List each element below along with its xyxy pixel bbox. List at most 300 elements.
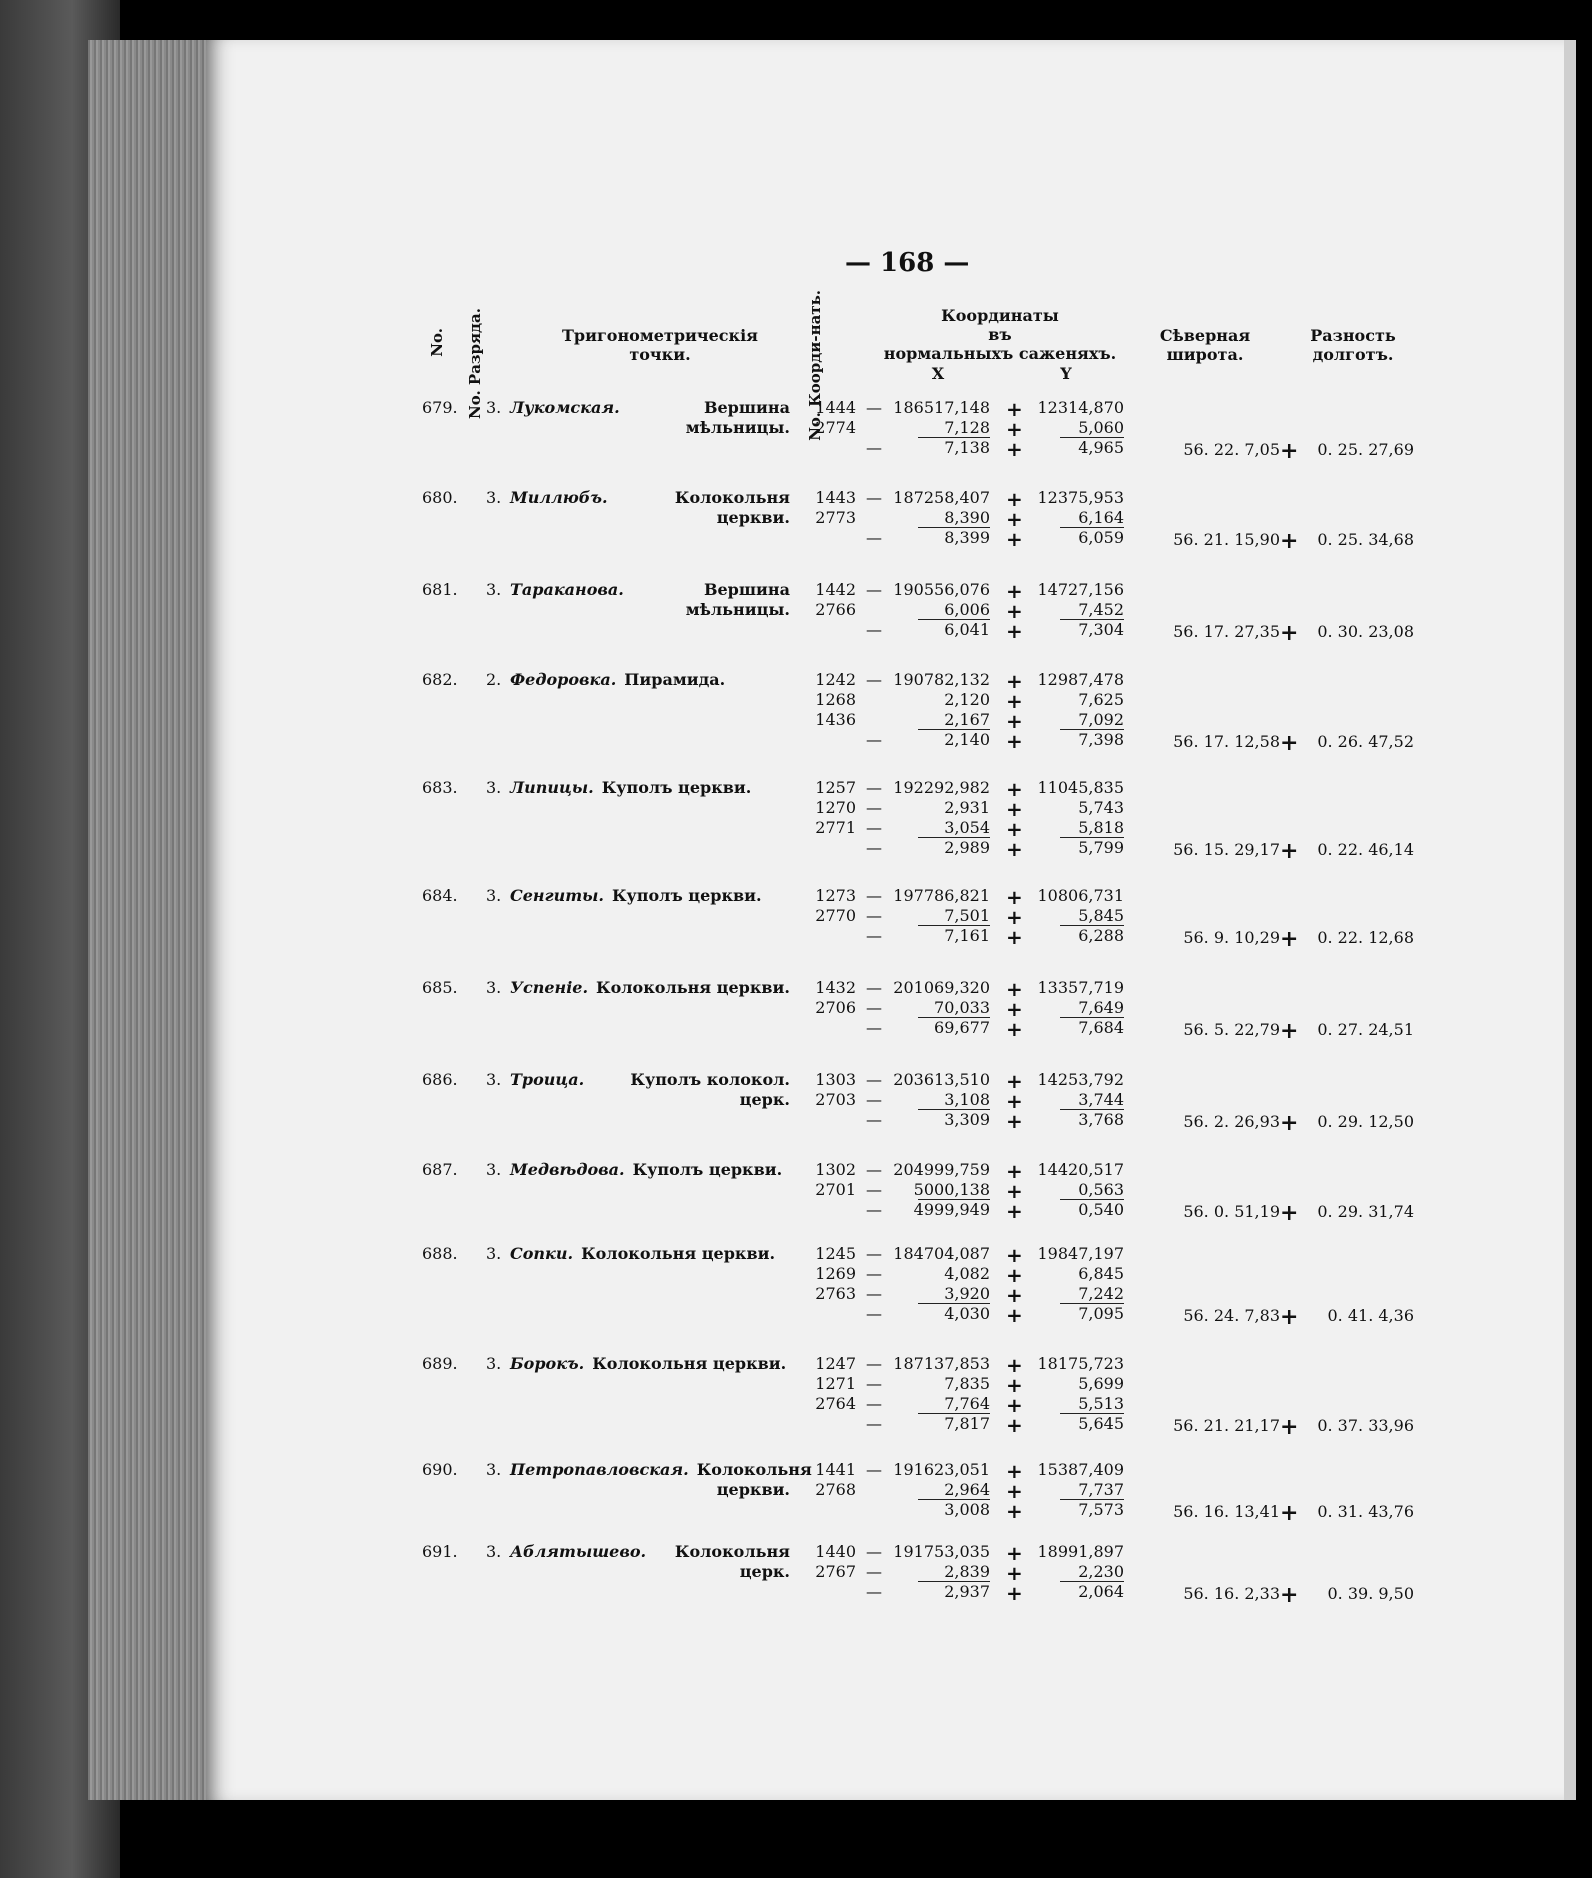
- y-value: 5,845: [1078, 906, 1124, 925]
- x-sign: —: [866, 528, 882, 547]
- entry-coord-id: 1269: [815, 1264, 856, 1283]
- entry-name: Аблятышево.: [510, 1542, 647, 1561]
- x-sum-rule: [918, 527, 990, 528]
- lon-sign: +: [1280, 1304, 1299, 1330]
- x-sign: —: [866, 798, 882, 817]
- x-value: 2,937: [944, 1582, 990, 1601]
- entry-no: 681.: [422, 580, 458, 599]
- entry-coord-id: 1441: [815, 1460, 856, 1479]
- entry-description: Колокольня церкви.: [581, 1244, 776, 1263]
- entry-longitude: 0. 39. 9,50: [1327, 1584, 1414, 1603]
- y-value: 5,799: [1078, 838, 1124, 857]
- y-value: 12987,478: [1037, 670, 1124, 689]
- entry-name: Петропавловская.: [510, 1460, 689, 1479]
- entry-latitude: 56. 22. 7,05: [1183, 440, 1280, 459]
- x-value: 8,390: [944, 508, 990, 527]
- x-sign: —: [866, 778, 882, 797]
- entry-coord-id: 2770: [815, 906, 856, 925]
- entry-longitude: 0. 25. 34,68: [1317, 530, 1414, 549]
- x-value: 3,309: [944, 1110, 990, 1129]
- x-sum-rule: [918, 837, 990, 838]
- entry-category: 2.: [486, 670, 502, 689]
- x-sign: —: [866, 886, 882, 905]
- entry-longitude: 0. 22. 12,68: [1317, 928, 1414, 947]
- header-coords-line2: въ: [988, 325, 1012, 344]
- entry-coord-id: 1432: [815, 978, 856, 997]
- entry-category: 3.: [486, 1460, 502, 1479]
- y-value: 7,092: [1078, 710, 1124, 729]
- x-sign: —: [866, 580, 882, 599]
- entry-category: 3.: [486, 778, 502, 797]
- x-sign: —: [866, 1304, 882, 1323]
- y-sign: +: [1006, 437, 1023, 461]
- y-value: 5,699: [1078, 1374, 1124, 1393]
- lon-sign: +: [1280, 1018, 1299, 1044]
- y-sign: +: [1006, 729, 1023, 753]
- y-sign: +: [1006, 777, 1023, 801]
- x-value: 6,041: [944, 620, 990, 639]
- y-value: 18991,897: [1037, 1542, 1124, 1561]
- y-value: 5,818: [1078, 818, 1124, 837]
- header-trig-points: [560, 326, 760, 364]
- x-sign: —: [866, 998, 882, 1017]
- y-sum-rule: [1060, 925, 1124, 926]
- y-sign: +: [1006, 709, 1023, 733]
- x-sign: —: [866, 1394, 882, 1413]
- entry-coord-id: 1245: [815, 1244, 856, 1263]
- entry-latitude: 56. 17. 12,58: [1173, 732, 1280, 751]
- y-value: 7,649: [1078, 998, 1124, 1017]
- header-lat-line1: Сѣверная: [1159, 326, 1251, 345]
- y-value: 3,744: [1078, 1090, 1124, 1109]
- entry-category: 3.: [486, 1542, 502, 1561]
- page-stack-edge: [88, 40, 206, 1800]
- y-value: 6,288: [1078, 926, 1124, 945]
- x-value: 2,839: [944, 1562, 990, 1581]
- y-sign: +: [1006, 1069, 1023, 1093]
- y-sign: +: [1006, 1017, 1023, 1041]
- lon-sign: +: [1280, 620, 1299, 646]
- y-value: 7,304: [1078, 620, 1124, 639]
- x-sign: —: [866, 1110, 882, 1129]
- y-sign: +: [1006, 579, 1023, 603]
- x-sign: —: [866, 1180, 882, 1199]
- entry-coord-id: 1443: [815, 488, 856, 507]
- x-sign: —: [866, 978, 882, 997]
- x-value: 201069,320: [893, 978, 990, 997]
- x-sign: —: [866, 1582, 882, 1601]
- entry-no: 683.: [422, 778, 458, 797]
- entry-no: 679.: [422, 398, 458, 417]
- lon-sign: +: [1280, 730, 1299, 756]
- y-value: 5,645: [1078, 1414, 1124, 1433]
- y-sign: +: [1006, 689, 1023, 713]
- entry-latitude: 56. 9. 10,29: [1183, 928, 1280, 947]
- y-value: 7,398: [1078, 730, 1124, 749]
- header-trig-line1: Тригонометрическія: [562, 326, 758, 345]
- entry-category: 3.: [486, 1070, 502, 1089]
- entry-latitude: 56. 17. 27,35: [1173, 622, 1280, 641]
- x-value: 187258,407: [893, 488, 990, 507]
- y-value: 19847,197: [1037, 1244, 1124, 1263]
- x-sign: —: [866, 1090, 882, 1109]
- y-value: 6,164: [1078, 508, 1124, 527]
- header-lat: [1150, 326, 1260, 364]
- y-value: 2,230: [1078, 1562, 1124, 1581]
- entry-name: Лукомская.: [510, 398, 620, 417]
- entry-coord-id: 2763: [815, 1284, 856, 1303]
- x-value: 192292,982: [893, 778, 990, 797]
- x-sum-rule: [918, 1499, 990, 1500]
- x-value: 7,138: [944, 438, 990, 457]
- y-sign: +: [1006, 1089, 1023, 1113]
- entry-name: Тараканова.: [510, 580, 624, 599]
- x-value: 5000,138: [913, 1180, 990, 1199]
- x-value: 69,677: [934, 1018, 990, 1037]
- y-value: 7,737: [1078, 1480, 1124, 1499]
- x-sign: —: [866, 1070, 882, 1089]
- entry-no: 690.: [422, 1460, 458, 1479]
- y-sum-rule: [1060, 1199, 1124, 1200]
- entry-longitude: 0. 26. 47,52: [1317, 732, 1414, 751]
- entry-name: Троица.: [510, 1070, 585, 1089]
- x-value: 4999,949: [913, 1200, 990, 1219]
- entry-coord-id: 2764: [815, 1394, 856, 1413]
- x-value: 7,835: [944, 1374, 990, 1393]
- entry-latitude: 56. 16. 13,41: [1173, 1502, 1280, 1521]
- x-sum-rule: [918, 729, 990, 730]
- x-value: 7,161: [944, 926, 990, 945]
- y-sign: +: [1006, 507, 1023, 531]
- y-value: 7,095: [1078, 1304, 1124, 1323]
- header-no-razryada: No. Разряда.: [466, 308, 484, 419]
- x-sign: —: [866, 1200, 882, 1219]
- entry-description: Куполъ колокол. церк.: [630, 1070, 790, 1109]
- x-sum-rule: [918, 1199, 990, 1200]
- y-sign: +: [1006, 1109, 1023, 1133]
- entry-name: Сенгиты.: [510, 886, 604, 905]
- header-x: X: [931, 364, 945, 383]
- entry-coord-id: 2706: [815, 998, 856, 1017]
- y-value: 14727,156: [1037, 580, 1124, 599]
- entry-no: 680.: [422, 488, 458, 507]
- y-value: 14253,792: [1037, 1070, 1124, 1089]
- y-value: 5,743: [1078, 798, 1124, 817]
- y-value: 15387,409: [1037, 1460, 1124, 1479]
- x-sum-rule: [918, 925, 990, 926]
- x-value: 3,920: [944, 1284, 990, 1303]
- entry-category: 3.: [486, 886, 502, 905]
- entry-coord-id: 1436: [815, 710, 856, 729]
- y-sign: +: [1006, 619, 1023, 643]
- entry-latitude: 56. 5. 22,79: [1183, 1020, 1280, 1039]
- x-value: 2,989: [944, 838, 990, 857]
- x-value: 203613,510: [893, 1070, 990, 1089]
- x-sum-rule: [918, 1581, 990, 1582]
- x-sum-rule: [918, 1017, 990, 1018]
- lon-sign: +: [1280, 926, 1299, 952]
- lon-sign: +: [1280, 528, 1299, 554]
- x-sign: —: [866, 488, 882, 507]
- y-sign: +: [1006, 885, 1023, 909]
- entry-no: 684.: [422, 886, 458, 905]
- entry-latitude: 56. 2. 26,93: [1183, 1112, 1280, 1131]
- y-sign: +: [1006, 1413, 1023, 1437]
- y-sum-rule: [1060, 729, 1124, 730]
- entry-description: Колокольня церкви.: [696, 1460, 812, 1499]
- x-value: 190556,076: [893, 580, 990, 599]
- entry-description: Колокольня церкви.: [674, 488, 790, 527]
- y-value: 13357,719: [1037, 978, 1124, 997]
- entry-longitude: 0. 27. 24,51: [1317, 1020, 1414, 1039]
- x-sum-rule: [918, 619, 990, 620]
- header-no-coords: No. Коорди-нать.: [806, 290, 824, 441]
- x-value: 3,054: [944, 818, 990, 837]
- entry-coord-id: 1271: [815, 1374, 856, 1393]
- entry-longitude: 0. 41. 4,36: [1327, 1306, 1414, 1325]
- y-sum-rule: [1060, 1303, 1124, 1304]
- page-right-edge: [1564, 40, 1576, 1800]
- y-sign: +: [1006, 797, 1023, 821]
- entry-longitude: 0. 37. 33,96: [1317, 1416, 1414, 1435]
- entry-longitude: 0. 31. 43,76: [1317, 1502, 1414, 1521]
- y-sign: +: [1006, 487, 1023, 511]
- lon-sign: +: [1280, 1500, 1299, 1526]
- x-sum-rule: [918, 1303, 990, 1304]
- y-sign: +: [1006, 1561, 1023, 1585]
- entry-no: 685.: [422, 978, 458, 997]
- entry-latitude: 56. 15. 29,17: [1173, 840, 1280, 859]
- x-value: 187137,853: [893, 1354, 990, 1373]
- x-value: 186517,148: [893, 398, 990, 417]
- entry-category: 3.: [486, 1244, 502, 1263]
- x-sign: —: [866, 818, 882, 837]
- header-y: Y: [1060, 364, 1072, 383]
- entry-no: 686.: [422, 1070, 458, 1089]
- y-sign: +: [1006, 1199, 1023, 1223]
- header-lat-line2: широта.: [1166, 345, 1244, 364]
- x-value: 2,964: [944, 1480, 990, 1499]
- x-sign: —: [866, 670, 882, 689]
- entry-description: Вершина мѣльницы.: [685, 580, 790, 619]
- y-sum-rule: [1060, 1017, 1124, 1018]
- header-lon-line1: Разность: [1310, 326, 1396, 345]
- entry-category: 3.: [486, 488, 502, 507]
- x-value: 190782,132: [893, 670, 990, 689]
- x-value: 2,120: [944, 690, 990, 709]
- entry-coord-id: 2766: [815, 600, 856, 619]
- x-sign: —: [866, 838, 882, 857]
- entry-no: 682.: [422, 670, 458, 689]
- x-value: 3,108: [944, 1090, 990, 1109]
- y-value: 2,064: [1078, 1582, 1124, 1601]
- entry-coord-id: 1303: [815, 1070, 856, 1089]
- entry-coord-id: 1268: [815, 690, 856, 709]
- lon-sign: +: [1280, 438, 1299, 464]
- entry-longitude: 0. 29. 12,50: [1317, 1112, 1414, 1131]
- y-sign: +: [1006, 1243, 1023, 1267]
- x-sign: —: [866, 620, 882, 639]
- x-sum-rule: [918, 1413, 990, 1414]
- x-value: 7,764: [944, 1394, 990, 1413]
- entry-category: 3.: [486, 580, 502, 599]
- y-sign: +: [1006, 1283, 1023, 1307]
- y-sign: +: [1006, 997, 1023, 1021]
- y-sign: +: [1006, 905, 1023, 929]
- entry-no: 687.: [422, 1160, 458, 1179]
- x-value: 70,033: [934, 998, 990, 1017]
- y-sign: +: [1006, 925, 1023, 949]
- entry-name: Сопки.: [510, 1244, 574, 1263]
- y-sign: +: [1006, 397, 1023, 421]
- entry-coord-id: 1440: [815, 1542, 856, 1561]
- x-sign: —: [866, 1414, 882, 1433]
- y-sign: +: [1006, 599, 1023, 623]
- y-value: 6,059: [1078, 528, 1124, 547]
- y-value: 18175,723: [1037, 1354, 1124, 1373]
- y-sum-rule: [1060, 437, 1124, 438]
- entry-latitude: 56. 16. 2,33: [1183, 1584, 1280, 1603]
- entry-coord-id: 1270: [815, 798, 856, 817]
- x-sign: —: [866, 1264, 882, 1283]
- entry-category: 3.: [486, 978, 502, 997]
- x-value: 7,501: [944, 906, 990, 925]
- x-value: 191623,051: [893, 1460, 990, 1479]
- y-value: 0,563: [1078, 1180, 1124, 1199]
- y-value: 7,684: [1078, 1018, 1124, 1037]
- header-coords: [880, 306, 1120, 363]
- y-sign: +: [1006, 1541, 1023, 1565]
- header-lon: [1298, 326, 1408, 364]
- y-value: 7,573: [1078, 1500, 1124, 1519]
- page-number: — 168 —: [845, 248, 970, 278]
- header-trig-line2: точки.: [629, 345, 691, 364]
- entry-name: Успеніе.: [510, 978, 589, 997]
- entry-no: 689.: [422, 1354, 458, 1373]
- x-value: 6,006: [944, 600, 990, 619]
- x-value: 3,008: [944, 1500, 990, 1519]
- x-value: 204999,759: [893, 1160, 990, 1179]
- y-sign: +: [1006, 1303, 1023, 1327]
- y-value: 4,965: [1078, 438, 1124, 457]
- lon-sign: +: [1280, 1200, 1299, 1226]
- x-sign: —: [866, 1354, 882, 1373]
- y-sum-rule: [1060, 837, 1124, 838]
- entry-coord-id: 1257: [815, 778, 856, 797]
- x-sign: —: [866, 1018, 882, 1037]
- y-sign: +: [1006, 527, 1023, 551]
- entry-latitude: 56. 21. 21,17: [1173, 1416, 1280, 1435]
- header-no: No.: [428, 328, 446, 357]
- x-sign: —: [866, 398, 882, 417]
- x-value: 8,399: [944, 528, 990, 547]
- entry-name: Борокъ.: [510, 1354, 585, 1373]
- entry-longitude: 0. 22. 46,14: [1317, 840, 1414, 859]
- y-sign: +: [1006, 1159, 1023, 1183]
- entry-coord-id: 1247: [815, 1354, 856, 1373]
- x-value: 7,128: [944, 418, 990, 437]
- entry-longitude: 0. 30. 23,08: [1317, 622, 1414, 641]
- header-coords-line3: нормальныхъ саженяхъ.: [883, 344, 1117, 363]
- entry-no: 688.: [422, 1244, 458, 1263]
- entry-description: Колокольня церк.: [674, 1542, 790, 1581]
- entry-coord-id: 2774: [815, 418, 856, 437]
- entry-description: Куполъ церкви.: [601, 778, 752, 797]
- x-value: 2,140: [944, 730, 990, 749]
- entry-latitude: 56. 0. 51,19: [1183, 1202, 1280, 1221]
- y-value: 0,540: [1078, 1200, 1124, 1219]
- y-sign: +: [1006, 1479, 1023, 1503]
- y-sign: +: [1006, 837, 1023, 861]
- entry-category: 3.: [486, 398, 502, 417]
- y-sign: +: [1006, 1179, 1023, 1203]
- x-sum-rule: [918, 437, 990, 438]
- y-value: 7,242: [1078, 1284, 1124, 1303]
- entry-name: Липицы.: [510, 778, 594, 797]
- x-sign: —: [866, 1562, 882, 1581]
- y-sign: +: [1006, 1373, 1023, 1397]
- entry-no: 691.: [422, 1542, 458, 1561]
- x-sign: —: [866, 1542, 882, 1561]
- y-value: 11045,835: [1037, 778, 1124, 797]
- x-sign: —: [866, 906, 882, 925]
- entry-description: Колокольня церкви.: [596, 978, 790, 997]
- y-value: 10806,731: [1037, 886, 1124, 905]
- x-value: 2,167: [944, 710, 990, 729]
- y-value: 14420,517: [1037, 1160, 1124, 1179]
- y-value: 5,513: [1078, 1394, 1124, 1413]
- y-sign: +: [1006, 1263, 1023, 1287]
- entry-coord-id: 2767: [815, 1562, 856, 1581]
- entry-coord-id: 1444: [815, 398, 856, 417]
- x-sign: —: [866, 1160, 882, 1179]
- entry-name: Федоровка.: [510, 670, 617, 689]
- entry-latitude: 56. 24. 7,83: [1183, 1306, 1280, 1325]
- lon-sign: +: [1280, 838, 1299, 864]
- entry-description: Колокольня церкви.: [592, 1354, 787, 1373]
- entry-longitude: 0. 25. 27,69: [1317, 440, 1414, 459]
- entry-coord-id: 2773: [815, 508, 856, 527]
- y-value: 5,060: [1078, 418, 1124, 437]
- entry-description: Куполъ церкви.: [612, 886, 762, 905]
- y-value: 7,625: [1078, 690, 1124, 709]
- entry-coord-id: 1242: [815, 670, 856, 689]
- y-sum-rule: [1060, 1499, 1124, 1500]
- x-value: 2,931: [944, 798, 990, 817]
- x-sum-rule: [918, 1109, 990, 1110]
- y-sign: +: [1006, 977, 1023, 1001]
- entry-coord-id: 2701: [815, 1180, 856, 1199]
- entry-longitude: 0. 29. 31,74: [1317, 1202, 1414, 1221]
- x-sign: —: [866, 1374, 882, 1393]
- y-sign: +: [1006, 1581, 1023, 1605]
- x-sign: —: [866, 730, 882, 749]
- x-value: 7,817: [944, 1414, 990, 1433]
- entry-coord-id: 1273: [815, 886, 856, 905]
- x-sign: —: [866, 1244, 882, 1263]
- entry-description: Пирамида.: [624, 670, 726, 689]
- x-sign: —: [866, 1460, 882, 1479]
- entry-description: Вершина мѣльницы.: [685, 398, 790, 437]
- y-sum-rule: [1060, 1581, 1124, 1582]
- header-coords-line1: Координаты: [941, 306, 1059, 325]
- x-value: 197786,821: [893, 886, 990, 905]
- entry-description: Куполъ церкви.: [632, 1160, 783, 1179]
- entry-name: Медвѣдова.: [510, 1160, 625, 1179]
- y-value: 6,845: [1078, 1264, 1124, 1283]
- y-value: 12375,953: [1037, 488, 1124, 507]
- entry-coord-id: 2703: [815, 1090, 856, 1109]
